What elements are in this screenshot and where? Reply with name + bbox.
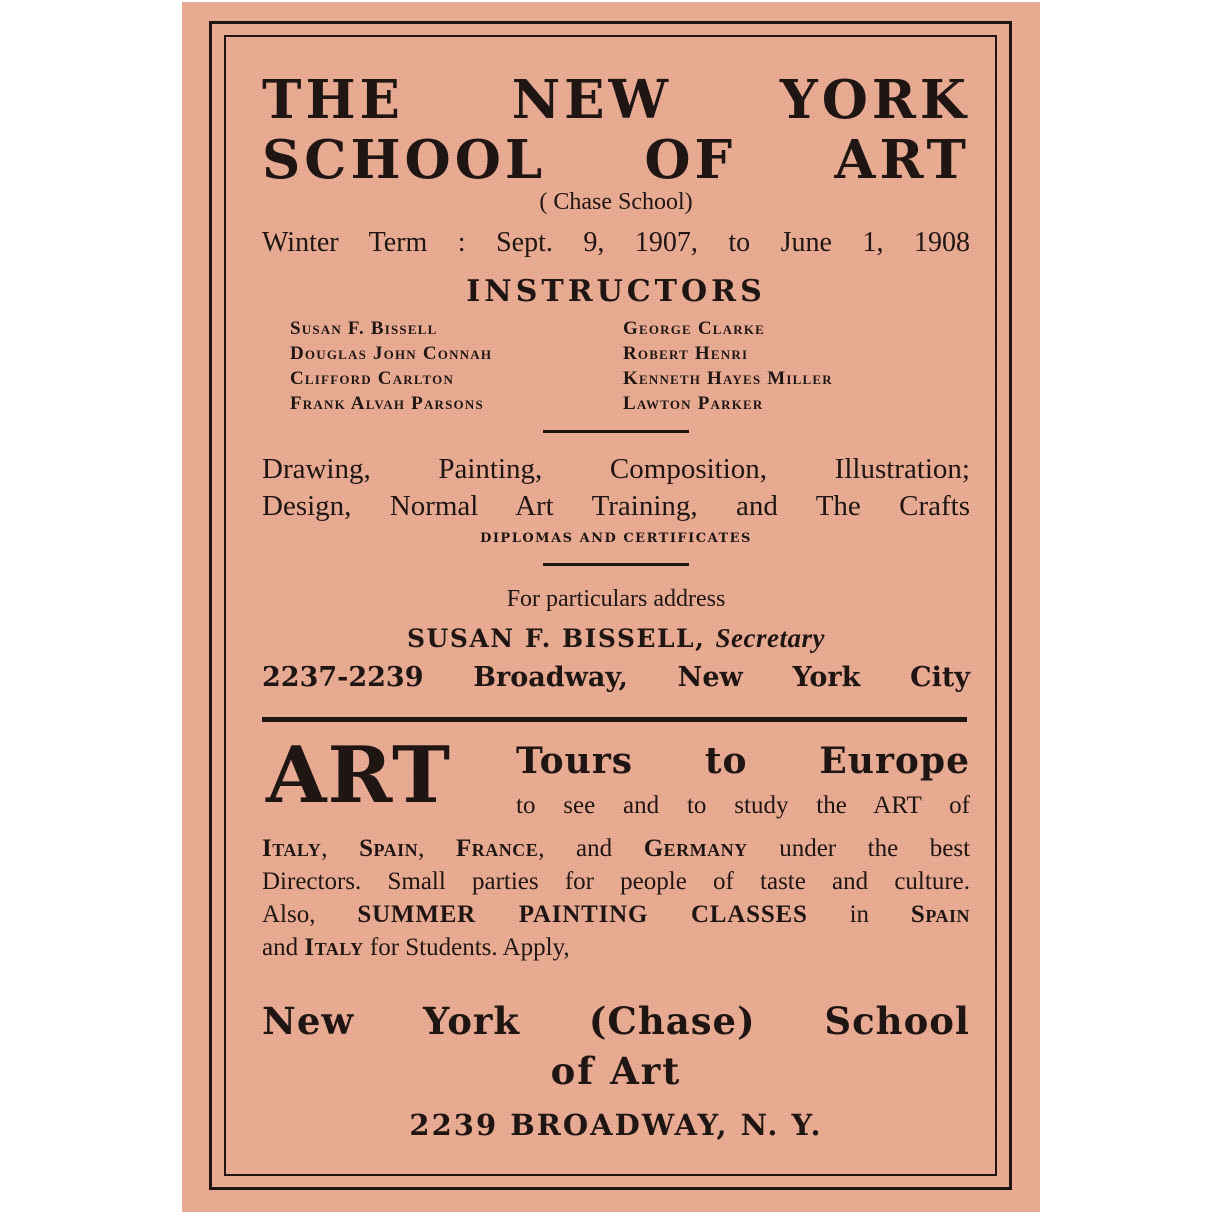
text-and: and bbox=[262, 934, 299, 961]
title-line-1: THE NEW YORK bbox=[262, 69, 970, 131]
subjects-line-2: Design, Normal Art Training, and The Crafts bbox=[262, 490, 970, 522]
apply-address: 2239 BROADWAY, N. Y. bbox=[409, 1108, 823, 1142]
country: Italy bbox=[262, 835, 322, 862]
tours-description bbox=[262, 832, 970, 964]
secretary-name: SUSAN F. BISSELL, bbox=[407, 624, 706, 653]
tours-line-2: Italy, Spain, France, and Germany under the best bbox=[262, 835, 971, 862]
country: Italy bbox=[304, 934, 364, 961]
particulars-note: For particulars address bbox=[506, 586, 726, 612]
country: Spain bbox=[910, 901, 970, 928]
instructor-name: Robert Henri bbox=[623, 343, 749, 364]
country: France bbox=[455, 835, 539, 862]
instructor-name: Lawton Parker bbox=[623, 393, 764, 414]
tours-line-1: to see and to study the ART of bbox=[516, 792, 970, 819]
title-line-2: SCHOOL OF ART bbox=[262, 129, 970, 191]
tours-line-5 bbox=[262, 931, 970, 964]
subtitle: ( Chase School) bbox=[539, 189, 693, 215]
tours-line-3: Directors. Small parties for people of taste and culture. bbox=[262, 868, 970, 895]
divider bbox=[543, 430, 689, 433]
country: Spain bbox=[359, 835, 419, 862]
instructor-name: Frank Alvah Parsons bbox=[290, 393, 484, 414]
secretary-line bbox=[262, 618, 970, 659]
apply-school-name: New York (Chase) School bbox=[262, 999, 970, 1043]
instructors-heading: INSTRUCTORS bbox=[466, 274, 766, 309]
advertisement bbox=[262, 60, 970, 1150]
winter-term: Winter Term : Sept. 9, 1907, to June 1, 1908 bbox=[262, 227, 970, 258]
school-address: 2237-2239 Broadway, New York City bbox=[262, 662, 970, 693]
instructor-name: Douglas John Connah bbox=[290, 343, 493, 364]
tours-line-5-tail: for Students. Apply, bbox=[369, 934, 570, 961]
tours-heading: Tours to Europe bbox=[516, 740, 970, 782]
apply-school-name-2: of Art bbox=[550, 1049, 682, 1093]
tours-line-4 bbox=[262, 898, 970, 931]
instructors-list bbox=[290, 316, 970, 416]
art-tours-header bbox=[262, 730, 970, 838]
text-in: in bbox=[849, 901, 870, 928]
instructor-name: Clifford Carlton bbox=[290, 368, 455, 389]
art-word: ART bbox=[266, 730, 452, 821]
secretary-title: Secretary bbox=[715, 623, 825, 653]
divider bbox=[543, 563, 689, 566]
country: Germany bbox=[643, 835, 748, 862]
instructor-name: Kenneth Hayes Miller bbox=[623, 368, 833, 389]
diplomas-note: DIPLOMAS AND CERTIFICATES bbox=[480, 531, 752, 546]
tours-line-2-tail: under the best bbox=[779, 835, 971, 862]
section-divider bbox=[262, 717, 967, 722]
text-also: Also, bbox=[262, 901, 316, 928]
instructor-name: Susan F. Bissell bbox=[290, 318, 438, 339]
instructor-name: George Clarke bbox=[623, 318, 766, 339]
subjects-line-1: Drawing, Painting, Composition, Illustration; bbox=[262, 453, 970, 485]
summer-classes: SUMMER PAINTING CLASSES bbox=[357, 901, 808, 928]
